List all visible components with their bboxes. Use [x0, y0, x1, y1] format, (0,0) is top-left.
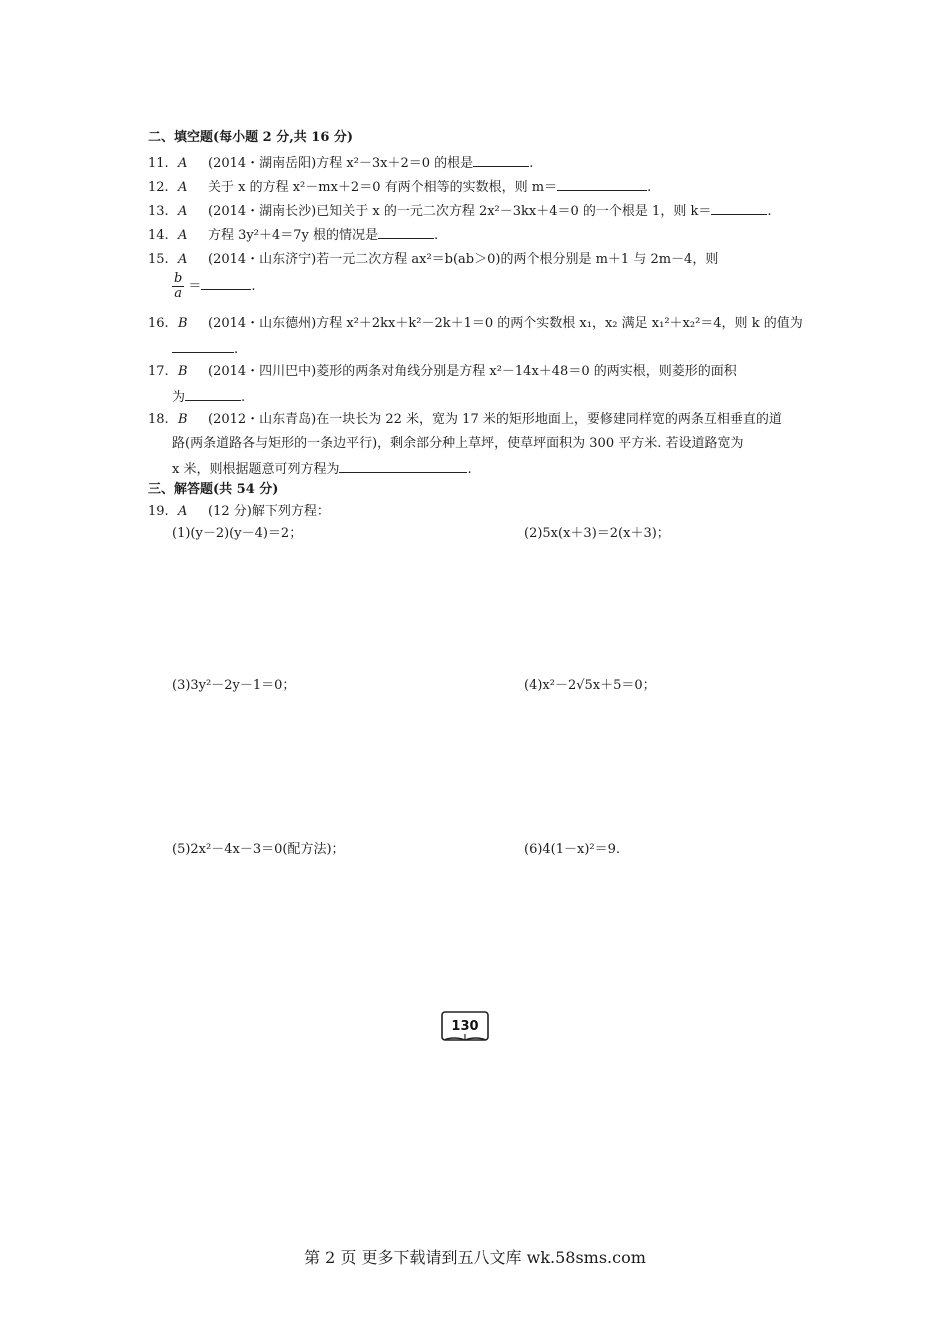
open-book-icon [440, 1010, 490, 1044]
question-grade: A [178, 204, 188, 219]
fraction-denominator: a [174, 286, 183, 301]
answer-blank[interactable] [185, 386, 241, 401]
sub-question-6: (6)4(1－x)²＝9. [524, 842, 621, 857]
question-text-cont: 为 [172, 390, 186, 405]
question-text: (2014・山东济宁)若一元二次方程 ax²＝b(ab＞0)的两个根分别是 m＋1 与 2m－4，则 [208, 252, 719, 267]
question-grade: A [178, 504, 188, 519]
question-text: 关于 x 的方程 x²－mx＋2＝0 有两个相等的实数根，则 m＝ [208, 180, 558, 195]
fraction-numerator: b [174, 271, 183, 286]
question-14 [148, 224, 438, 246]
page-number-badge [440, 1010, 490, 1044]
question-text-cont: x 米，则根据题意可列方程为 [172, 462, 340, 477]
answer-blank[interactable] [172, 338, 234, 353]
question-text: (2014・四川巴中)菱形的两条对角线分别是方程 x²－14x＋48＝0 的两实根，则菱形的面积 [208, 364, 737, 379]
question-number: 19. [148, 504, 169, 519]
question-grade: B [178, 412, 188, 427]
question-end: . [467, 462, 472, 477]
sub-question-4: (4)x²－2√5x＋5＝0； [524, 678, 656, 693]
answer-blank[interactable] [711, 200, 767, 215]
question-number: 11. [148, 156, 169, 171]
section-3-title: 三、解答题(共 54 分) [148, 482, 279, 497]
question-number: 13. [148, 204, 169, 219]
page-footer: 第 2 页 更多下载请到五八文库 wk.58sms.com [304, 1248, 646, 1267]
question-17 [148, 362, 737, 382]
question-end: . [251, 279, 256, 294]
answer-blank[interactable] [339, 458, 467, 473]
question-18 [148, 410, 782, 430]
question-grade: A [178, 156, 188, 171]
question-text: (2014・山东德州)方程 x²＋2kx＋k²－2k＋1＝0 的两个实数根 x₁，x₂ 满足 x₁²＋x₂²＝4，则 k 的值为 [208, 316, 803, 331]
question-17-cont [172, 386, 245, 408]
page-number: 130 [451, 1019, 479, 1034]
question-19 [148, 502, 330, 522]
question-number: 15. [148, 252, 169, 267]
question-number: 14. [148, 228, 169, 243]
question-text: (2014・湖南岳阳)方程 x²－3x＋2＝0 的根是 [208, 156, 474, 171]
question-number: 18. [148, 412, 169, 427]
question-text: (12 分)解下列方程： [208, 504, 330, 519]
question-grade: B [178, 364, 188, 379]
sub-question-3: (3)3y²－2y－1＝0； [172, 678, 296, 693]
answer-blank[interactable] [473, 152, 529, 167]
question-end: . [433, 228, 439, 243]
question-end: . [234, 342, 239, 357]
question-18-cont: 路(两条道路各与矩形的一条边平行)，剩余部分种上草坪，使草坪面积为 300 平方米. 若设道路宽为 [172, 436, 744, 451]
question-end: . [241, 390, 246, 405]
question-text-cont: ＝ [188, 279, 202, 294]
sub-question-5: (5)2x²－4x－3＝0(配方法)； [172, 842, 345, 857]
question-number: 12. [148, 180, 169, 195]
question-15 [148, 250, 718, 270]
question-15-cont [172, 272, 255, 301]
question-11 [148, 152, 533, 174]
question-number: 17. [148, 364, 169, 379]
question-text: 方程 3y²＋4＝7y 根的情况是 [208, 228, 378, 243]
question-end: . [767, 204, 772, 219]
answer-blank[interactable] [378, 224, 434, 239]
question-12 [148, 176, 651, 198]
section-2-title: 二、填空题(每小题 2 分,共 16 分) [148, 130, 354, 145]
question-grade: B [178, 316, 188, 331]
question-grade: A [178, 228, 188, 243]
question-end: . [647, 180, 652, 195]
sub-question-2: (2)5x(x＋3)＝2(x＋3)； [524, 526, 670, 541]
question-text: (2012・山东青岛)在一块长为 22 米，宽为 17 米的矩形地面上，要修建同样宽的两条互相垂直的道 [208, 412, 782, 427]
question-grade: A [178, 252, 188, 267]
question-end: . [529, 156, 534, 171]
question-16-cont [172, 338, 238, 360]
sub-question-1: (1)(y－2)(y－4)＝2； [172, 526, 303, 541]
question-number: 16. [148, 316, 169, 331]
question-grade: A [178, 180, 188, 195]
answer-blank[interactable] [201, 275, 251, 290]
question-16 [148, 314, 803, 334]
question-13 [148, 200, 771, 222]
fraction-b-over-a [172, 272, 184, 301]
answer-blank[interactable] [557, 176, 647, 191]
question-text: (2014・湖南长沙)已知关于 x 的一元二次方程 2x²－3kx＋4＝0 的一个根是 1，则 k＝ [208, 204, 712, 219]
question-18-cont2 [172, 458, 472, 480]
